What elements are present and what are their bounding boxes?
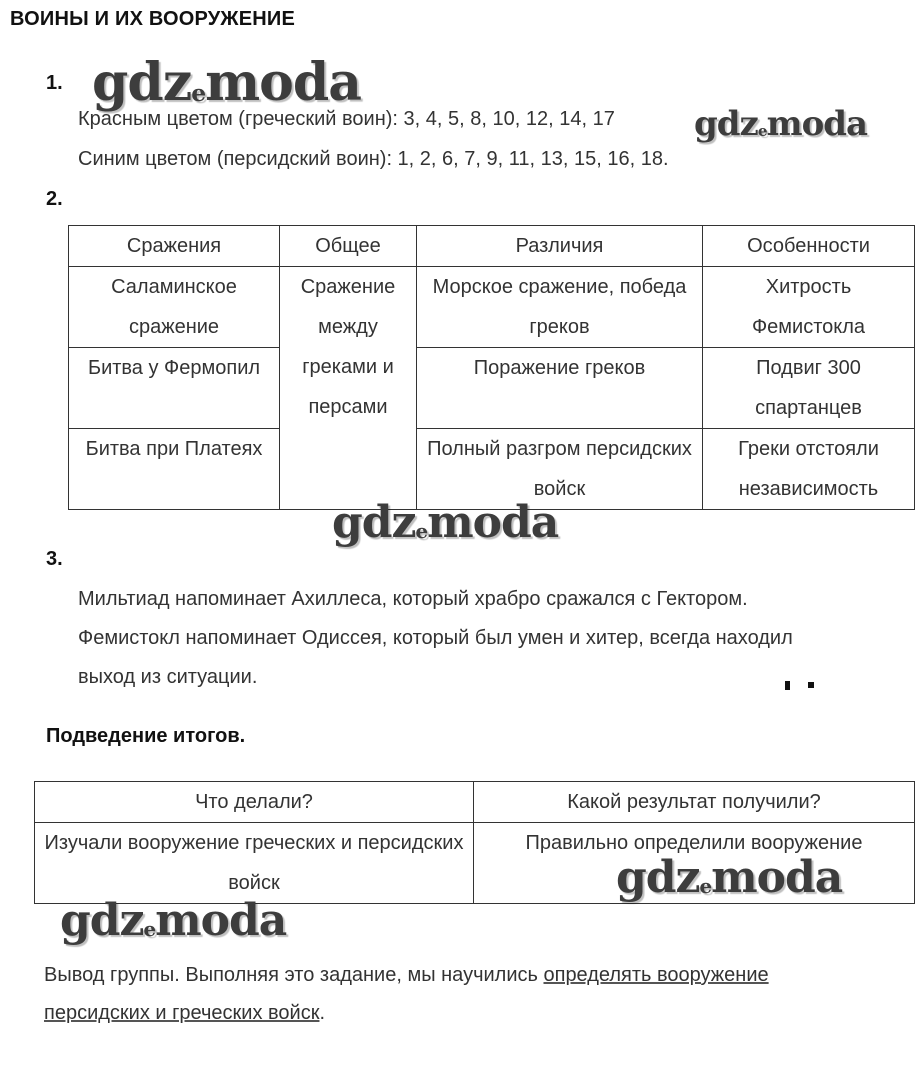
task-1-number: 1. [46,72,63,94]
feature-cell: Подвиг 300 спартанцев [703,348,915,429]
conclusion-underlined-2: персидских и греческих войск [44,1002,320,1024]
header-battles: Сражения [69,226,280,267]
feature-cell: Греки отстояли независимость [703,429,915,510]
table-header-row [69,226,915,267]
header-differences: Различия [417,226,703,267]
conclusion-suffix: . [319,1002,326,1024]
battle-cell: Битва у Фермопил [69,348,280,429]
header-common: Общее [280,226,417,267]
conclusion-line-1 [44,964,769,987]
battle-cell: Битва при Платеях [69,429,280,510]
difference-cell: Полный разгром персидских войск [417,429,703,510]
task-3-line: Мильтиад напоминает Ахиллеса, который храбро сражался с Гектором. [78,588,748,610]
battle-cell: Саламинское сражение [69,267,280,348]
watermark: gdzemoda [694,104,868,144]
table-row [69,267,915,348]
watermark: gdzemoda [616,852,843,903]
page-title: ВОИНЫ И ИХ ВООРУЖЕНИЕ [10,8,296,30]
feature-cell: Хитрость Фемистокла [703,267,915,348]
conclusion-line-2 [44,1002,325,1025]
difference-cell: Поражение греков [417,348,703,429]
task-1-red-line: Красным цветом (греческий воин): 3, 4, 5, 8, 10, 12, 14, 17 [78,108,615,130]
did-cell: Изучали вооружение греческих и персидских войск [35,823,474,904]
task-3-line: выход из ситуации. [78,666,258,688]
conclusion-underlined-1: определять вооружение [543,964,769,986]
table-header-row [35,782,915,823]
header-did: Что делали? [35,782,474,823]
result-cell: Правильно определили вооружение [474,823,915,904]
table-row [69,348,915,429]
task-1-blue-line: Синим цветом (персидский воин): 1, 2, 6, 7, 9, 11, 13, 15, 16, 18. [78,148,669,170]
difference-cell: Морское сражение, победа греков [417,267,703,348]
conclusion-prefix: Вывод группы. Выполняя это задание, мы научились [44,964,544,986]
common-cell: Сражение между греками и персами [280,267,417,510]
stray-mark [808,682,814,688]
watermark: gdzemoda [332,497,559,548]
battles-table [68,225,915,510]
header-result: Какой результат получили? [474,782,915,823]
watermark: gdzemoda [60,895,287,946]
stray-mark [785,681,790,690]
header-features: Особенности [703,226,915,267]
task-3-line: Фемистокл напоминает Одиссея, который был умен и хитер, всегда находил [78,627,793,649]
task-3-number: 3. [46,548,63,570]
watermark: gdzemoda [92,52,361,113]
task-2-number: 2. [46,188,63,210]
summary-heading: Подведение итогов. [46,725,246,747]
